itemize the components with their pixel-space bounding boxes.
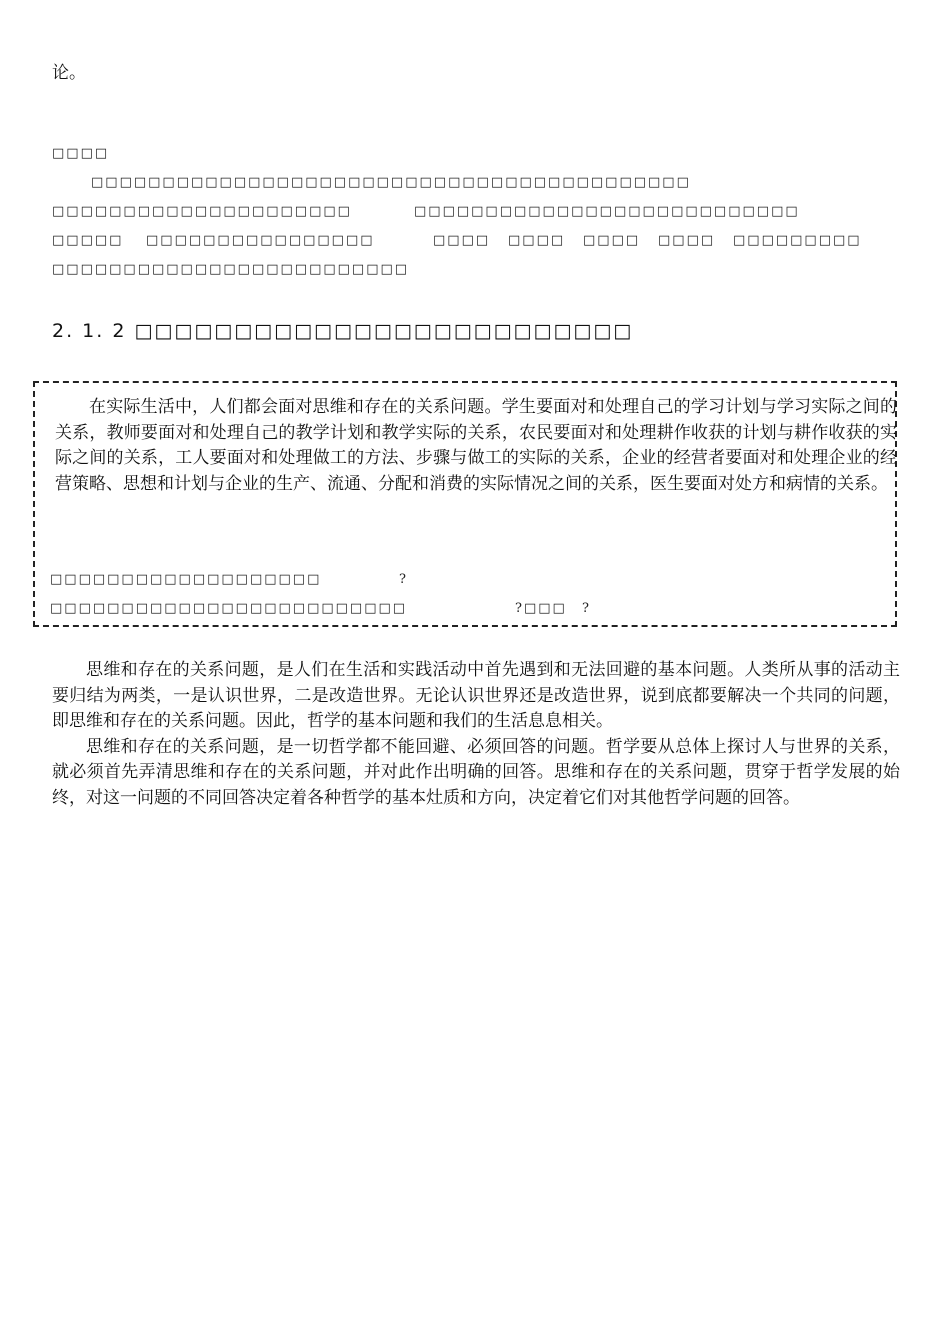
garbled-line: □□□□□ <box>52 233 124 248</box>
garbled-line: □□□□ <box>658 233 716 248</box>
case-question-mark: ?□□□ <box>515 601 567 616</box>
case-question: □□□□□□□□□□□□□□□□□□□ <box>50 572 322 587</box>
body-text <box>52 658 900 811</box>
body-paragraph: 思维和存在的关系问题，是一切哲学都不能回避、必须回答的问题。哲学要从总体上探讨人与世界的关系，就必须首先弄清思维和存在的关系问题，并对此作出明确的回答。思维和存在的关系问题，贯穿于哲学发展的始终，对这一问题的不同回答决定着各种哲学的基本灶质和方向，决定着它们对其他哲学问题的回答。 <box>52 736 900 808</box>
case-question-mark: ? <box>582 601 591 616</box>
case-question-mark: ? <box>399 572 408 587</box>
garbled-line: □□□□□□□□□□□□□□□□□□□□□□□□□□□□□□□□□□□□□□□□□□ <box>91 175 691 190</box>
case-text: 在实际生活中，人们都会面对思维和存在的关系问题。学生要面对和处理自己的学习计划与学习实际之间的关系，教师要面对和处理自己的教学计划和教学实际的关系，农民要面对和处理耕作收获的计划与耕作收获的实际之间的关系，工人要面对和处理做工的方法、步骤与做工的实际的关系，企业的经营者要面对和处理企业的经营策略、思想和计划与企业的生产、流通、分配和消费的实际情况之间的关系，医生要面对处方和病情的关系。 <box>55 397 897 494</box>
case-paragraph <box>55 395 897 497</box>
top-fragment: 论。 <box>52 63 86 83</box>
garbled-line: □□□□ <box>433 233 491 248</box>
body-paragraph: 思维和存在的关系问题，是人们在生活和实践活动中首先遇到和无法回避的基本问题。人类所从事的活动主要归结为两类，一是认识世界，二是改造世界。无论认识世界还是改造世界，说到底都要解决一个共同的问题，即思维和存在的关系问题。因此，哲学的基本问题和我们的生活息息相关。 <box>52 660 900 731</box>
garbled-line: □□□□□□□□□□□□□□□□□□□□□□□□□ <box>52 262 410 277</box>
garbled-line: □□□□□□□□□□□□□□□□□□□□□ <box>52 204 352 219</box>
garbled-label: □□□□ <box>52 146 110 161</box>
garbled-line: □□□□ <box>508 233 566 248</box>
section-heading: 2. 1. 2 □□□□□□□□□□□□□□□□□□□□□□□□□ <box>52 320 634 342</box>
case-question: □□□□□□□□□□□□□□□□□□□□□□□□□ <box>50 601 408 616</box>
case-box <box>33 381 897 627</box>
garbled-line: □□□□□□□□□□□□□□□□□□□□□□□□□□□ <box>414 204 800 219</box>
garbled-line: □□□□□□□□□ <box>733 233 862 248</box>
garbled-line: □□□□□□□□□□□□□□□□ <box>146 233 375 248</box>
garbled-line: □□□□ <box>583 233 641 248</box>
